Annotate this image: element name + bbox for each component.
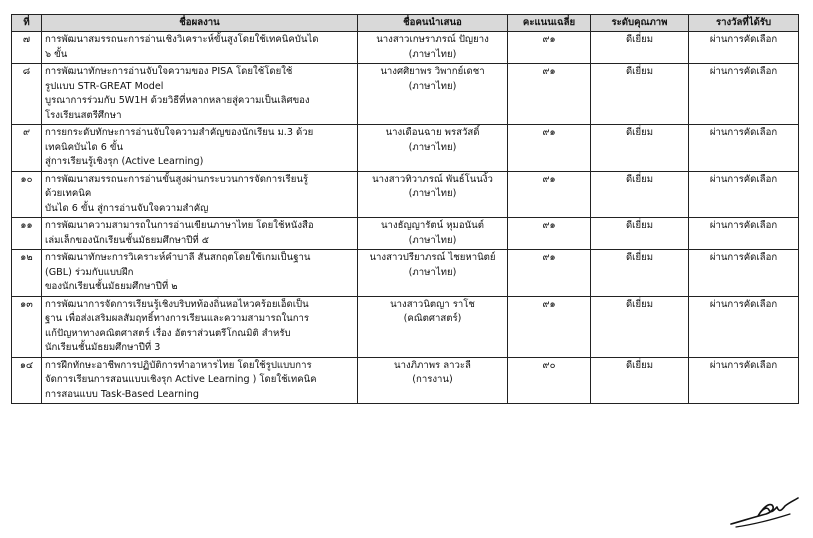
- presenter-name-line: (คณิตศาสตร์): [403, 313, 462, 324]
- header-presenter: ชื่อคนนำเสนอ: [358, 15, 508, 32]
- quality-level: ดีเยี่ยม: [591, 250, 689, 297]
- table-row: [12, 64, 799, 125]
- quality-level: ดีเยี่ยม: [591, 125, 689, 172]
- work-title-line: การพัฒนาทักษะการวิเคราะห์คำบาลี สันสกฤตโดยใช้เกมเป็นฐาน: [45, 252, 311, 263]
- presenter-name-line: (ภาษาไทย): [408, 234, 457, 246]
- average-score: ๙๑: [508, 250, 591, 297]
- presenter-name-line: นางเดือนฉาย พรสวัสดิ์: [385, 127, 480, 138]
- presenter-name-line: นางสาวนิตญา ราโช: [390, 298, 475, 310]
- header-level: ระดับคุณภาพ: [591, 15, 689, 32]
- award-result: ผ่านการคัดเลือก: [689, 250, 799, 297]
- presenter-name-line: นางสาวเกษราภรณ์ ปัญยาง: [376, 34, 489, 45]
- table-row: [12, 32, 799, 64]
- presenter-name: [358, 171, 508, 218]
- work-title-line: การยกระดับทักษะการอ่านจับใจความสำคัญของนักเรียน ม.3 ด้วย: [45, 127, 314, 138]
- work-title-line: ๖ ขั้น: [45, 48, 68, 60]
- header-title: ชื่อผลงาน: [42, 15, 358, 32]
- table-row: [12, 125, 799, 172]
- header-award: รางวัลที่ได้รับ: [689, 15, 799, 32]
- presenter-name-line: (ภาษาไทย): [408, 80, 457, 92]
- work-title-line: การพัฒนาสมรรถนะการอ่านเชิงวิเคราะห์ขั้นสูงโดยใช้เทคนิคบันได: [45, 34, 319, 45]
- work-title-line: จัดการเรียนการสอนแบบเชิงรุก Active Learning ) โดยใช้เทคนิค: [45, 374, 317, 385]
- work-title-line: การฝึกทักษะอาชีพการปฏิบัติการทำอาหารไทย โดยใช้รูปแบบการ: [45, 359, 312, 371]
- award-result: ผ่านการคัดเลือก: [689, 171, 799, 218]
- work-title: [42, 125, 358, 172]
- award-result: ผ่านการคัดเลือก: [689, 357, 799, 404]
- presenter-name: [358, 218, 508, 250]
- work-title-line: โรงเรียนสตรีศึกษา: [45, 109, 122, 121]
- presenter-name-line: นางสาวทิวาภรณ์ พันธ์โนนงิ้ว: [372, 173, 493, 185]
- row-number: ๗: [12, 32, 42, 64]
- presenter-name-line: นางสาวปรียาภรณ์ ไชยหานิตย์: [369, 252, 496, 263]
- presenter-name: [358, 250, 508, 297]
- quality-level: ดีเยี่ยม: [591, 218, 689, 250]
- work-title-line: การสอนแบบ Task-Based Learning: [45, 388, 199, 400]
- average-score: ๙๑: [508, 296, 591, 357]
- row-number: ๑๐: [12, 171, 42, 218]
- row-number: ๑๓: [12, 296, 42, 357]
- work-title-line: เทคนิคบันได 6 ขั้น: [45, 141, 124, 153]
- average-score: ๙๑: [508, 218, 591, 250]
- award-result: ผ่านการคัดเลือก: [689, 64, 799, 125]
- average-score: ๙๑: [508, 125, 591, 172]
- quality-level: ดีเยี่ยม: [591, 171, 689, 218]
- work-title-line: นักเรียนชั้นมัธยมศึกษาปีที่ 3: [45, 342, 161, 353]
- presenter-name: [358, 32, 508, 64]
- work-title-line: บูรณาการร่วมกับ 5W1H ด้วยวิธีที่หลากหลายสู่ความเป็นเลิศของ: [45, 95, 310, 106]
- work-title: [42, 250, 358, 297]
- work-title-line: สู่การเรียนรู้เชิงรุก (Active Learning): [45, 156, 204, 167]
- header-no: ที่: [12, 15, 42, 32]
- presenter-name: [358, 125, 508, 172]
- work-title-line: เล่มเล็กของนักเรียนชั้นมัธยมศึกษาปีที่ ๕: [45, 234, 209, 246]
- award-result: ผ่านการคัดเลือก: [689, 296, 799, 357]
- average-score: ๙๑: [508, 32, 591, 64]
- work-title-line: การพัฒนาทักษะการอ่านจับใจความของ PISA โดยใช้โดยใช้: [45, 66, 293, 77]
- row-number: ๙: [12, 125, 42, 172]
- work-title: [42, 296, 358, 357]
- table-row: [12, 296, 799, 357]
- work-title-line: ของนักเรียนชั้นมัธยมศึกษาปีที่ ๒: [45, 281, 178, 292]
- presenter-name-line: (ภาษาไทย): [408, 48, 457, 60]
- presenter-name-line: (ภาษาไทย): [408, 141, 457, 153]
- table-row: [12, 250, 799, 297]
- quality-level: ดีเยี่ยม: [591, 296, 689, 357]
- work-title: [42, 218, 358, 250]
- work-title: [42, 171, 358, 218]
- header-score: คะแนนเฉลี่ย: [508, 15, 591, 32]
- table-row: [12, 357, 799, 404]
- presenter-name-line: นางศศิยาพร วิพากย์เดชา: [380, 66, 485, 77]
- row-number: ๑๑: [12, 218, 42, 250]
- row-number: ๑๔: [12, 357, 42, 404]
- table-body: [12, 32, 799, 404]
- quality-level: ดีเยี่ยม: [591, 357, 689, 404]
- work-title-line: การพัฒนาความสามารถในการอ่านเขียนภาษาไทย โดยใช้หนังสือ: [45, 220, 314, 231]
- presenter-name-line: (ภาษาไทย): [408, 266, 457, 278]
- presenter-name: [358, 296, 508, 357]
- presenter-name-line: นางธัญญารัตน์ หุมอนันต์: [381, 220, 484, 231]
- quality-level: ดีเยี่ยม: [591, 64, 689, 125]
- work-title-line: บันได 6 ขั้น สู่การอ่านจับใจความสำคัญ: [45, 202, 209, 214]
- row-number: ๘: [12, 64, 42, 125]
- work-title-line: ฐาน เพื่อส่งเสริมผลสัมฤทธิ์ทางการเรียนและความสามารถในการ: [45, 313, 310, 324]
- presenter-name: [358, 357, 508, 404]
- award-result: ผ่านการคัดเลือก: [689, 32, 799, 64]
- signature: [728, 494, 800, 530]
- work-title: [42, 32, 358, 64]
- work-title-line: การพัฒนาสมรรถนะการอ่านขั้นสูงผ่านกระบวนการจัดการเรียนรู้: [45, 173, 309, 185]
- average-score: ๙๐: [508, 357, 591, 404]
- work-title-line: รูปแบบ STR-GREAT Model: [45, 80, 164, 92]
- table-row: [12, 171, 799, 218]
- work-title-line: แก้ปัญหาทางคณิตศาสตร์ เรื่อง อัตราส่วนตรีโกณมิติ สำหรับ: [45, 327, 291, 339]
- table-header-row: [12, 15, 799, 32]
- work-title-line: (GBL) ร่วมกับแบบฝึก: [45, 266, 134, 278]
- row-number: ๑๒: [12, 250, 42, 297]
- presenter-name-line: (การงาน): [412, 374, 453, 385]
- award-result: ผ่านการคัดเลือก: [689, 218, 799, 250]
- work-title-line: การพัฒนาการจัดการเรียนรู้เชิงบริบทท้องถิ่นหอไหวคร้อยเอ็ดเป็น: [45, 298, 309, 310]
- award-result: ผ่านการคัดเลือก: [689, 125, 799, 172]
- awards-table: [11, 14, 799, 404]
- presenter-name: [358, 64, 508, 125]
- work-title-line: ด้วยเทคนิค: [45, 188, 92, 199]
- average-score: ๙๑: [508, 64, 591, 125]
- work-title: [42, 357, 358, 404]
- presenter-name-line: (ภาษาไทย): [408, 188, 457, 199]
- presenter-name-line: นางภิภาพร ลาวะลี: [394, 359, 471, 371]
- work-title: [42, 64, 358, 125]
- quality-level: ดีเยี่ยม: [591, 32, 689, 64]
- table-row: [12, 218, 799, 250]
- average-score: ๙๑: [508, 171, 591, 218]
